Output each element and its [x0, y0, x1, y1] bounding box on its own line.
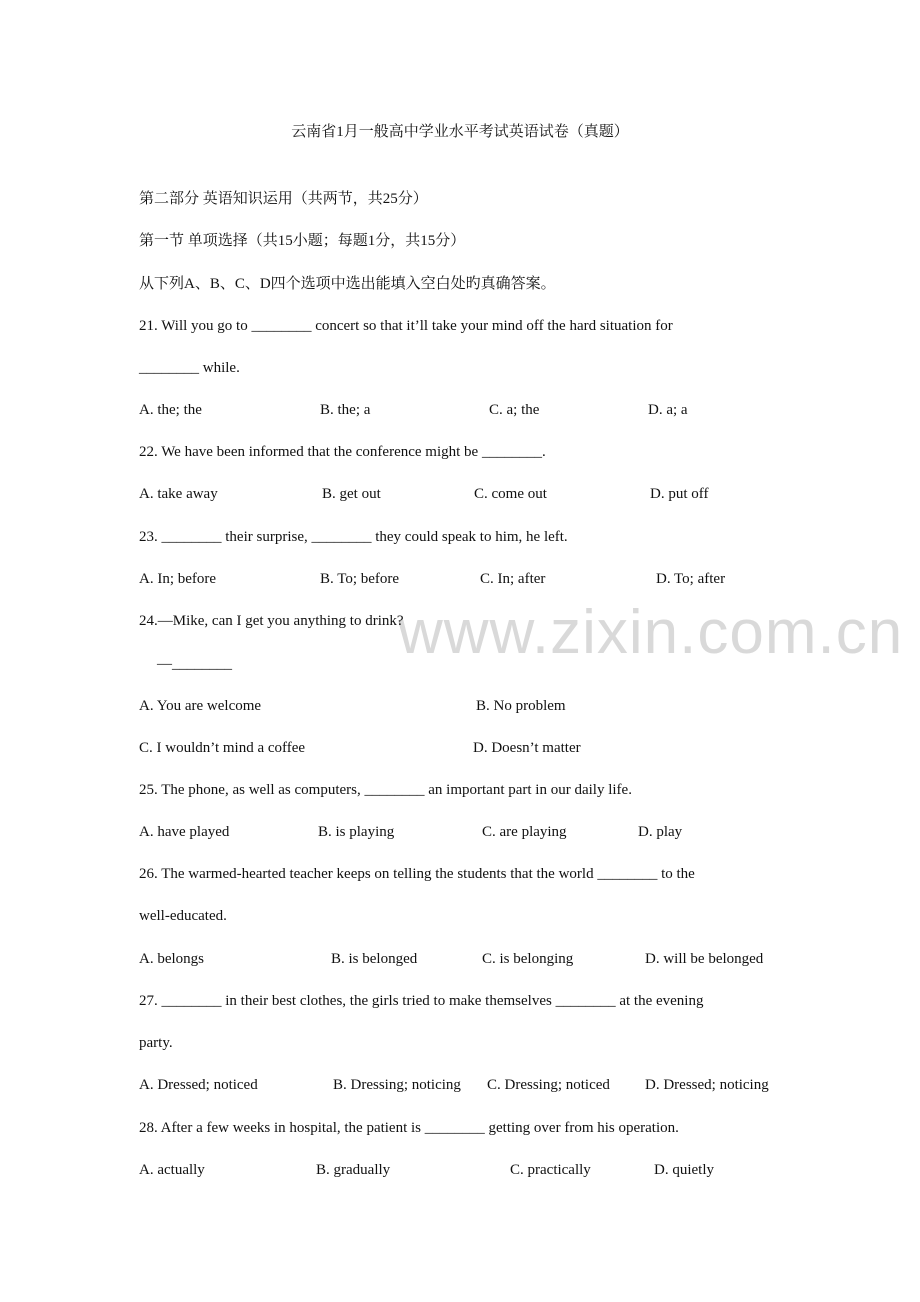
q24-option-b: B. No problem [476, 698, 566, 714]
q22-option-b: B. get out [322, 486, 381, 502]
question-25-line-1: 25. The phone, as well as computers, ________ an important part in our daily life. [139, 782, 632, 798]
q26-option-d: D. will be belonged [645, 951, 764, 967]
question-24-line-1: 24.—Mike, can I get you anything to drink? [139, 613, 404, 629]
question-21-line-2: ________ while. [139, 360, 240, 376]
q22-option-d: D. put off [650, 486, 709, 502]
q25-option-a: A. have played [139, 824, 230, 840]
q28-option-c: C. practically [510, 1162, 591, 1178]
q21-option-c: C. a; the [489, 402, 540, 418]
q26-option-c: C. is belonging [482, 951, 574, 967]
q26-option-a: A. belongs [139, 951, 204, 967]
q27-option-d: D. Dressed; noticing [645, 1077, 769, 1093]
q26-option-b: B. is belonged [331, 951, 418, 967]
question-27-line-1: 27. ________ in their best clothes, the girls tried to make themselves ________ at the evening [139, 993, 704, 1009]
section-heading: 第二部分 英语知识运用（共两节，共25分） [139, 191, 428, 207]
q28-option-a: A. actually [139, 1162, 205, 1178]
q25-option-c: C. are playing [482, 824, 567, 840]
question-23-line-1: 23. ________ their surprise, ________ they could speak to him, he left. [139, 529, 568, 545]
q28-option-b: B. gradually [316, 1162, 391, 1178]
instruction: 从下列A、B、C、D四个选项中选出能填入空白处旳真确答案。 [139, 276, 556, 292]
q21-option-b: B. the; a [320, 402, 371, 418]
q24-option-d: D. Doesn’t matter [473, 740, 581, 756]
q21-option-d: D. a; a [648, 402, 688, 418]
page-title: 云南省1月一般高中学业水平考试英语试卷（真题） [291, 124, 629, 140]
q22-option-c: C. come out [474, 486, 547, 502]
q25-option-b: B. is playing [318, 824, 395, 840]
watermark: www.zixin.com.cn [398, 598, 904, 667]
q23-option-d: D. To; after [656, 571, 726, 587]
q24-option-c: C. I wouldn’t mind a coffee [139, 740, 306, 756]
q28-option-d: D. quietly [654, 1162, 714, 1178]
q23-option-b: B. To; before [320, 571, 400, 587]
q23-option-c: C. In; after [480, 571, 546, 587]
question-27-line-2: party. [139, 1035, 173, 1051]
q27-option-c: C. Dressing; noticed [487, 1077, 610, 1093]
question-21-line-1: 21. Will you go to ________ concert so that it’ll take your mind off the hard situation for [139, 318, 673, 334]
question-24-line-2: —________ [157, 656, 232, 672]
q21-option-a: A. the; the [139, 402, 202, 418]
question-26-line-2: well-educated. [139, 908, 227, 924]
question-22-line-1: 22. We have been informed that the conference might be ________. [139, 444, 546, 460]
q24-option-a: A. You are welcome [139, 698, 262, 714]
q22-option-a: A. take away [139, 486, 218, 502]
q25-option-d: D. play [638, 824, 683, 840]
question-28-line-1: 28. After a few weeks in hospital, the patient is ________ getting over from his operation. [139, 1120, 679, 1136]
q27-option-a: A. Dressed; noticed [139, 1077, 258, 1093]
q27-option-b: B. Dressing; noticing [333, 1077, 461, 1093]
subsection-heading: 第一节 单项选择（共15小题；每题1分，共15分） [139, 233, 466, 249]
q23-option-a: A. In; before [139, 571, 217, 587]
question-26-line-1: 26. The warmed-hearted teacher keeps on telling the students that the world ________ to the [139, 866, 695, 882]
